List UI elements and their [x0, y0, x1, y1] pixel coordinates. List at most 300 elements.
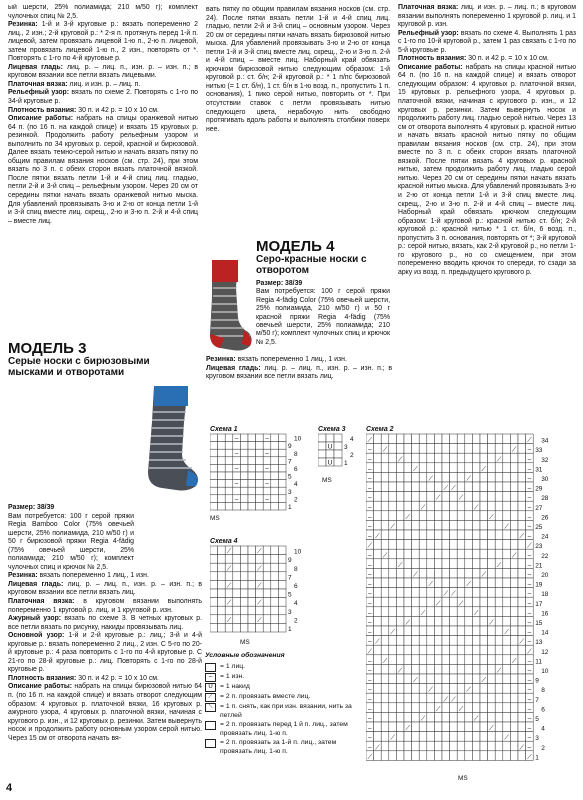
grid-cell: [404, 501, 412, 511]
grid-cell: [450, 453, 458, 463]
grid-cell: [434, 751, 442, 761]
model3-subtitle: Серые носки с бирюзовыми мысками и отворотами: [8, 356, 150, 378]
grid-cell: [318, 434, 326, 442]
grid-cell: [210, 615, 218, 624]
grid-cell: [510, 540, 518, 550]
grid-symbol: ⟋: [367, 542, 373, 550]
grid-cell: [263, 457, 271, 465]
grid-symbol: ⟋: [496, 456, 502, 464]
grid-cell: [510, 520, 518, 530]
legend-item: [205, 738, 365, 756]
paragraph-heading: Плотность вязания:: [8, 674, 77, 682]
grid-cell: [389, 549, 397, 559]
grid-cell: [240, 487, 248, 495]
grid-cell: [457, 684, 465, 694]
grid-cell: [488, 453, 496, 463]
legend-label: = 1 п. снять, как при изн. вязании, нить за петлей: [220, 703, 352, 719]
grid-cell: [210, 449, 218, 457]
grid-cell: [404, 636, 412, 646]
grid-cell: [518, 626, 526, 636]
grid-cell: [442, 463, 450, 473]
row-number: 6: [294, 466, 298, 473]
grid-cell: [442, 444, 450, 454]
row-number: 8: [541, 687, 545, 695]
grid-cell: [389, 578, 397, 588]
paragraph-heading: Лицевая гладь:: [8, 63, 63, 71]
grid-cell: [419, 549, 427, 559]
grid-cell: [381, 559, 389, 569]
row-number: 27: [535, 504, 543, 512]
legend-symbol-icon: [205, 739, 216, 748]
grid-cell: [518, 559, 526, 569]
paragraph-heading: Резинка:: [206, 356, 236, 363]
grid-cell: [442, 559, 450, 569]
grid-cell: [495, 626, 503, 636]
grid-cell: [396, 703, 404, 713]
grid-symbol: –: [527, 677, 532, 685]
grid-cell: [495, 751, 503, 761]
row-number: 4: [350, 436, 354, 443]
grid-cell: [396, 463, 404, 473]
grid-cell: [396, 712, 404, 722]
grid-cell: [495, 703, 503, 713]
grid-cell: [404, 693, 412, 703]
model3-paragraph: Плотность вязания: 30 п. и 42 р. = 10 х 10 см.: [8, 674, 159, 682]
grid-cell: [495, 472, 503, 482]
grid-cell: [434, 684, 442, 694]
grid-cell: [389, 722, 397, 732]
grid-cell: [412, 732, 420, 742]
grid-cell: [472, 741, 480, 751]
grid-cell: [427, 741, 435, 751]
grid-cell: [389, 645, 397, 655]
grid-cell: [510, 568, 518, 578]
scheme-2-title: Схема 2: [366, 426, 394, 433]
grid-cell: [248, 495, 256, 503]
grid-cell: [271, 623, 279, 632]
grid-cell: [263, 546, 271, 555]
grid-cell: [518, 655, 526, 665]
grid-cell: [218, 502, 226, 510]
grid-cell: [278, 615, 286, 624]
grid-cell: [434, 674, 442, 684]
grid-symbol: ⟋: [226, 599, 232, 607]
grid-cell: [510, 732, 518, 742]
model3-paragraph: Резинка: вязать попеременно 1 лиц., 1 изн.: [8, 572, 149, 580]
grid-cell: [381, 751, 389, 761]
page-number: 4: [6, 782, 13, 794]
grid-cell: [218, 434, 226, 442]
row-number: 30: [541, 476, 549, 483]
grid-cell: [442, 578, 450, 588]
row-number: 6: [541, 706, 545, 714]
grid-cell: [457, 664, 465, 674]
grid-cell: [518, 712, 526, 722]
paragraph-heading: Плотность вязания:: [8, 106, 77, 114]
row-number: 2: [350, 452, 354, 459]
grid-cell: [450, 607, 458, 617]
grid-cell: [233, 442, 241, 450]
grid-cell: [404, 520, 412, 530]
grid-cell: [442, 684, 450, 694]
grid-cell: [233, 598, 241, 607]
row-number: 29: [535, 485, 543, 493]
grid-cell: [457, 540, 465, 550]
scheme-1: [210, 424, 314, 522]
grid-symbol: –: [367, 523, 372, 531]
grid-cell: [442, 741, 450, 751]
grid-symbol: ⟋: [466, 581, 471, 589]
grid-cell: [465, 501, 473, 511]
grid-cell: [518, 588, 526, 598]
grid-cell: [396, 607, 404, 617]
grid-cell: [256, 442, 264, 450]
grid-cell: [404, 703, 412, 713]
grid-cell: [210, 457, 218, 465]
grid-cell: [271, 449, 279, 457]
grid-cell: [434, 588, 442, 598]
grid-symbol: –: [527, 504, 532, 512]
grid-symbol: –: [527, 571, 532, 579]
grid-cell: [381, 636, 389, 646]
grid-cell: [271, 472, 279, 480]
grid-symbol: –: [527, 619, 532, 627]
grid-cell: [427, 751, 435, 761]
grid-cell: [518, 434, 526, 444]
model4-paragraph: Резинка: вязать попеременно 1 лиц., 1 изн.: [206, 356, 347, 363]
row-number: 7: [288, 458, 292, 466]
row-number: 16: [541, 610, 549, 618]
grid-cell: [457, 751, 465, 761]
grid-cell: [263, 563, 271, 572]
grid-cell: [248, 464, 256, 472]
col3-paragraph: Платочная вязка: лиц. и изн. р. – лиц. п.; в круговом вязании выполнять попеременно 1 круговой р. лиц. и 1 круговой р. изн.: [398, 4, 576, 29]
grid-cell: [210, 487, 218, 495]
paragraph-heading: Платочная вязка:: [8, 80, 68, 88]
row-number: 33: [535, 447, 543, 455]
grid-cell: [374, 444, 382, 454]
grid-cell: [518, 732, 526, 742]
grid-symbol: –: [367, 686, 372, 694]
grid-cell: [510, 703, 518, 713]
row-number: 9: [288, 557, 292, 565]
grid-cell: [480, 693, 488, 703]
grid-cell: [396, 492, 404, 502]
grid-symbol: –: [527, 629, 532, 637]
grid-cell: [381, 626, 389, 636]
grid-cell: [404, 568, 412, 578]
grid-symbol: ⟋: [527, 648, 532, 656]
grid-symbol: ⟋: [367, 753, 373, 761]
grid-cell: [465, 607, 473, 617]
grid-cell: [233, 487, 241, 495]
grid-cell: [518, 540, 526, 550]
grid-symbol: ⟋: [413, 571, 418, 579]
grid-cell: [396, 482, 404, 492]
grid-cell: [442, 540, 450, 550]
grid-cell: [210, 442, 218, 450]
grid-symbol: –: [527, 494, 532, 502]
grid-cell: [427, 463, 435, 473]
row-number: 7: [535, 696, 539, 704]
grid-cell: [263, 487, 271, 495]
grid-cell: [278, 546, 286, 555]
grid-symbol: –: [265, 480, 269, 488]
row-number: 8: [294, 565, 298, 573]
grid-cell: [450, 732, 458, 742]
grid-cell: [419, 511, 427, 521]
grid-cell: [389, 540, 397, 550]
grid-cell: [381, 578, 389, 588]
grid-cell: [256, 480, 264, 488]
grid-symbol: –: [527, 552, 532, 560]
grid-cell: [442, 626, 450, 636]
grid-cell: [225, 434, 233, 442]
grid-cell: [472, 520, 480, 530]
grid-symbol: –: [527, 667, 532, 675]
grid-cell: [434, 549, 442, 559]
grid-cell: [389, 568, 397, 578]
row-number: 31: [535, 466, 543, 474]
grid-cell: [450, 741, 458, 751]
grid-cell: [450, 674, 458, 684]
grid-cell: [480, 664, 488, 674]
grid-cell: [518, 463, 526, 473]
scheme-4-title: Схема 4: [210, 538, 238, 545]
grid-cell: [404, 732, 412, 742]
grid-cell: [503, 712, 511, 722]
grid-cell: [450, 684, 458, 694]
grid-cell: [240, 606, 248, 615]
grid-cell: [210, 563, 218, 572]
grid-cell: [248, 623, 256, 632]
grid-cell: [381, 520, 389, 530]
grid-cell: [278, 563, 286, 572]
grid-cell: [256, 589, 264, 598]
grid-cell: [480, 444, 488, 454]
grid-cell: [419, 616, 427, 626]
grid-cell: [210, 598, 218, 607]
grid-cell: [233, 580, 241, 589]
grid-symbol: –: [527, 686, 532, 694]
grid-cell: [495, 645, 503, 655]
grid-cell: [495, 616, 503, 626]
col1-paragraph: Рельефный узор: вязать по схеме 2. Повторять с 1-го по 34-й круговые р.: [8, 89, 198, 106]
row-number: 5: [535, 716, 539, 723]
grid-cell: [495, 434, 503, 444]
grid-symbol: ⟋: [481, 465, 487, 473]
grid-cell: [503, 645, 511, 655]
grid-cell: [450, 472, 458, 482]
grid-cell: [218, 580, 226, 589]
grid-cell: [240, 472, 248, 480]
model4-materials: Вам потребуется: 100 г серой пряжи Regia 4-fädig Color (75% овечьей шерсти, 25% полиамида, 210 м/50 г) и 50 г красной пряжи Regia 4-fädig (75% овечьей шерсти, 25% полиамида; 210 м/50 г); комплект чулочных спиц и крючок № 2,5.: [256, 288, 390, 346]
grid-cell: [389, 751, 397, 761]
col1-paragraph: ый шерсти, 25% полиамида; 210 м/50 г); комплект чулочных спиц № 2,5.: [8, 4, 198, 20]
grid-cell: [396, 732, 404, 742]
grid-cell: [427, 588, 435, 598]
grid-symbol: ⟋: [527, 753, 532, 761]
grid-symbol: –: [527, 456, 532, 464]
grid-cell: [412, 626, 420, 636]
grid-cell: [434, 732, 442, 742]
grid-cell: [480, 559, 488, 569]
grid-symbol: ⟋: [420, 715, 426, 723]
grid-cell: [503, 674, 511, 684]
grid-cell: [271, 555, 279, 564]
grid-cell: [480, 511, 488, 521]
grid-cell: [488, 559, 496, 569]
grid-cell: [248, 449, 256, 457]
row-number: 22: [541, 552, 549, 560]
legend-item: [205, 720, 365, 738]
grid-cell: [233, 606, 241, 615]
grid-cell: [488, 578, 496, 588]
grid-cell: [465, 559, 473, 569]
grid-cell: [472, 549, 480, 559]
row-number: 34: [541, 437, 549, 445]
grid-cell: [472, 684, 480, 694]
grid-cell: [442, 616, 450, 626]
grid-cell: [457, 530, 465, 540]
grid-cell: [248, 572, 256, 581]
grid-cell: [442, 511, 450, 521]
grid-cell: [457, 636, 465, 646]
grid-cell: [465, 520, 473, 530]
grid-cell: [374, 664, 382, 674]
grid-cell: [427, 636, 435, 646]
grid-cell: [404, 472, 412, 482]
grid-cell: [404, 444, 412, 454]
grid-cell: [488, 626, 496, 636]
grid-cell: [225, 572, 233, 581]
grid-symbol: ⟋: [473, 609, 479, 617]
grid-cell: [389, 453, 397, 463]
grid-cell: [374, 540, 382, 550]
grid-symbol: ⟋: [405, 725, 411, 733]
grid-cell: [240, 449, 248, 457]
grid-cell: [263, 589, 271, 598]
legend-symbol-icon: U: [205, 683, 216, 692]
grid-cell: [442, 501, 450, 511]
grid-cell: [480, 645, 488, 655]
grid-cell: [480, 712, 488, 722]
grid-cell: [457, 511, 465, 521]
grid-symbol: ⟋: [428, 581, 433, 589]
grid-cell: [210, 546, 218, 555]
grid-symbol: –: [527, 705, 532, 713]
grid-cell: [271, 480, 279, 488]
grid-cell: [412, 703, 420, 713]
grid-cell: [278, 580, 286, 589]
grid-cell: [510, 645, 518, 655]
grid-cell: [480, 501, 488, 511]
grid-symbol: ⟋: [257, 548, 262, 556]
grid-cell: [503, 492, 511, 502]
grid-symbol: ⟋: [451, 696, 456, 704]
grid-cell: [396, 597, 404, 607]
grid-cell: [271, 563, 279, 572]
grid-cell: [495, 712, 503, 722]
grid-cell: [472, 674, 480, 684]
grid-cell: [495, 722, 503, 732]
grid-cell: [381, 645, 389, 655]
grid-symbol: ⟋: [466, 686, 471, 694]
grid-cell: [450, 444, 458, 454]
grid-cell: [419, 597, 427, 607]
grid-cell: [233, 472, 241, 480]
grid-cell: [442, 664, 450, 674]
grid-symbol: –: [367, 744, 372, 752]
grid-cell: [419, 578, 427, 588]
grid-cell: [412, 655, 420, 665]
grid-cell: [503, 693, 511, 703]
grid-cell: [334, 450, 342, 458]
paragraph-heading: Описание работы:: [8, 683, 73, 691]
grid-cell: [374, 655, 382, 665]
grid-cell: [518, 664, 526, 674]
grid-cell: [396, 511, 404, 521]
grid-cell: [389, 741, 397, 751]
grid-cell: [374, 472, 382, 482]
grid-symbol: –: [367, 552, 372, 560]
grid-cell: [503, 751, 511, 761]
grid-cell: [442, 434, 450, 444]
grid-cell: [427, 645, 435, 655]
grid-cell: [256, 606, 264, 615]
grid-cell: [434, 578, 442, 588]
grid-cell: [457, 616, 465, 626]
row-number: 8: [294, 450, 298, 458]
model4-paragraph: Лицевая гладь: лиц. р. – лиц. п., изн. р. – изн. п.; в круговом вязании все петли вязать лиц.: [206, 364, 392, 381]
grid-cell: [278, 598, 286, 607]
grid-cell: [419, 655, 427, 665]
grid-cell: [278, 457, 286, 465]
grid-cell: [404, 626, 412, 636]
grid-cell: [278, 480, 286, 488]
grid-cell: [419, 588, 427, 598]
grid-cell: [450, 616, 458, 626]
grid-cell: [510, 741, 518, 751]
grid-cell: [427, 530, 435, 540]
grid-cell: [480, 607, 488, 617]
grid-symbol: –: [527, 485, 532, 493]
grid-cell: [240, 457, 248, 465]
grid-cell: [442, 703, 450, 713]
grid-cell: [404, 434, 412, 444]
grid-cell: [503, 549, 511, 559]
grid-symbol: –: [367, 600, 372, 608]
legend-symbol-icon: –: [205, 673, 216, 682]
grid-cell: [457, 588, 465, 598]
grid-cell: [240, 580, 248, 589]
grid-cell: [419, 674, 427, 684]
grid-cell: [225, 487, 233, 495]
grid-cell: [495, 607, 503, 617]
grid-cell: [218, 598, 226, 607]
grid-cell: [404, 453, 412, 463]
grid-cell: [210, 464, 218, 472]
grid-cell: [389, 693, 397, 703]
grid-symbol: ⟋: [397, 456, 403, 464]
grid-cell: [396, 568, 404, 578]
grid-cell: [263, 502, 271, 510]
grid-cell: [457, 578, 465, 588]
grid-cell: [510, 511, 518, 521]
grid-cell: [396, 549, 404, 559]
grid-cell: [404, 540, 412, 550]
model3-paragraph: Лицевая гладь: лиц. р. – лиц. п., изн. р. – изн. п.; в круговом вязании все петли вязать лиц.: [8, 580, 202, 597]
